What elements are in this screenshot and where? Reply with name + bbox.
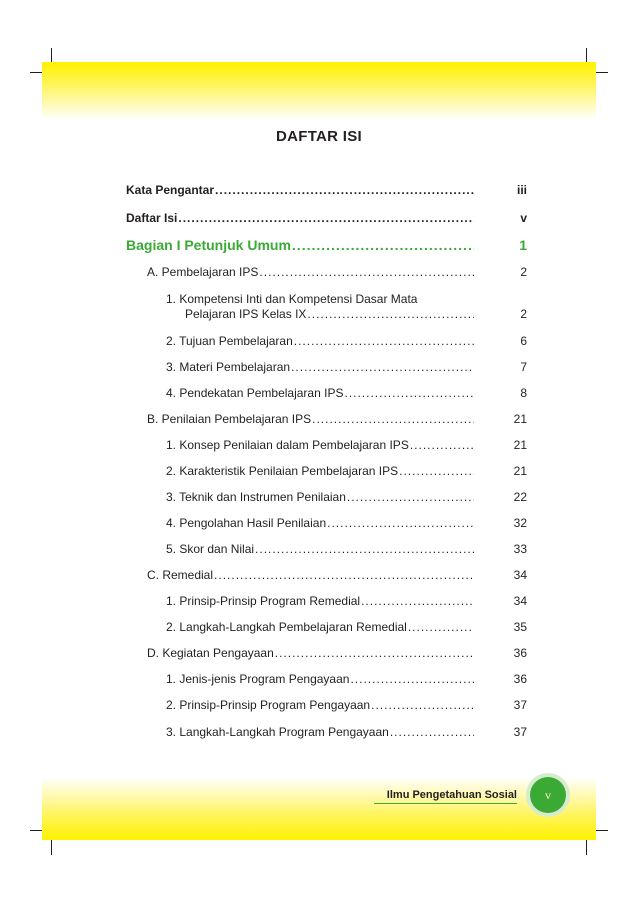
toc-entry-page: 36 (513, 646, 527, 660)
toc-entry-label: 2. Prinsip-Prinsip Program Pengayaan (166, 698, 371, 712)
leader-dots (408, 620, 474, 634)
toc-entry-page: 22 (513, 490, 527, 504)
leader-dots (390, 725, 474, 739)
leader-dots (215, 183, 474, 197)
toc-entry-a4[interactable] (166, 386, 527, 400)
leader-dots (292, 237, 474, 253)
leader-dots (361, 594, 474, 608)
toc-entry-page: 2 (520, 307, 527, 321)
footer-book-title: Ilmu Pengetahuan Sosial (386, 789, 517, 801)
leader-dots (371, 698, 474, 712)
toc-entry-page: 8 (520, 386, 527, 400)
leader-dots (291, 360, 474, 374)
toc-entry-label: B. Penilaian Pembelajaran IPS (147, 412, 312, 426)
toc-entry-label: C. Remedial (147, 568, 214, 582)
toc-entry-page: 7 (520, 360, 527, 374)
toc-entry-page: 21 (513, 464, 527, 478)
leader-dots (350, 672, 474, 686)
toc-entry-label: D. Kegiatan Pengayaan (147, 646, 274, 660)
toc-entry-page: 2 (520, 265, 527, 279)
toc-entry-label: 1. Jenis-jenis Program Pengayaan (166, 672, 350, 686)
toc-entry-line1: 1. Kompetensi Inti dan Kompetensi Dasar Mata (166, 292, 418, 306)
leader-dots (178, 211, 474, 225)
toc-entry-label: Kata Pengantar (126, 183, 215, 197)
toc-entry-page: v (520, 211, 527, 225)
toc-entry-page: 37 (513, 698, 527, 712)
toc-entry-b1[interactable] (166, 438, 527, 452)
toc-entry-page: 36 (513, 672, 527, 686)
toc-entry-label: 3. Materi Pembelajaran (166, 360, 291, 374)
toc-entry-c2[interactable] (166, 620, 527, 634)
toc-entry-a1[interactable] (185, 307, 527, 321)
toc-entry-page: 33 (513, 542, 527, 556)
toc-entry-page: 35 (513, 620, 527, 634)
toc-entry-label: A. Pembelajaran IPS (147, 265, 259, 279)
toc-entry-label: Pelajaran IPS Kelas IX (185, 307, 307, 321)
toc-entry-label: 4. Pengolahan Hasil Penilaian (166, 516, 327, 530)
toc-entry-b4[interactable] (166, 516, 527, 530)
toc-entry-b2[interactable] (166, 464, 527, 478)
leader-dots (312, 412, 474, 426)
toc-entry-label: 4. Pendekatan Pembelajaran IPS (166, 386, 344, 400)
toc-entry-page: 34 (513, 568, 527, 582)
toc-entry-label: 3. Langkah-Langkah Program Pengayaan (166, 725, 389, 739)
toc-entry-label: Daftar Isi (126, 211, 178, 225)
footer-underline (374, 803, 517, 804)
page-title: DAFTAR ISI (275, 128, 363, 145)
leader-dots (344, 386, 474, 400)
toc-entry-a2[interactable] (166, 334, 527, 348)
toc-entry-daftar-isi[interactable] (126, 211, 527, 225)
toc-entry-d1[interactable] (166, 672, 527, 686)
toc-entry-section-c[interactable] (147, 568, 527, 582)
toc-entry-page: 21 (513, 438, 527, 452)
page-number-badge: v (530, 777, 566, 813)
leader-dots (255, 542, 474, 556)
toc-entry-page: iii (516, 183, 527, 197)
toc-entry-label: Bagian I Petunjuk Umum (126, 237, 291, 253)
toc-entry-page: 6 (520, 334, 527, 348)
toc-entry-a3[interactable] (166, 360, 527, 374)
toc-entry-section-a[interactable] (147, 265, 527, 279)
toc-entry-kata-pengantar[interactable] (126, 183, 527, 197)
toc-entry-bagian-1[interactable] (126, 237, 527, 253)
leader-dots (399, 464, 474, 478)
leader-dots (259, 265, 474, 279)
leader-dots (410, 438, 474, 452)
leader-dots (214, 568, 474, 582)
leader-dots (294, 334, 474, 348)
toc-entry-label: 2. Langkah-Langkah Pembelajaran Remedial (166, 620, 407, 634)
leader-dots (327, 516, 474, 530)
toc-entry-label: 2. Karakteristik Penilaian Pembelajaran IPS (166, 464, 399, 478)
toc-entry-page: 1 (519, 237, 527, 253)
toc-entry-page: 21 (513, 412, 527, 426)
toc-entry-page: 37 (513, 725, 527, 739)
leader-dots (275, 646, 474, 660)
leader-dots (347, 490, 474, 504)
leader-dots (307, 307, 474, 321)
toc-entry-section-d[interactable] (147, 646, 527, 660)
toc-entry-label: 3. Teknik dan Instrumen Penilaian (166, 490, 346, 504)
toc-entry-section-b[interactable] (147, 412, 527, 426)
toc-entry-label: 1. Prinsip-Prinsip Program Remedial (166, 594, 361, 608)
toc-entry-d3[interactable] (166, 725, 527, 739)
toc-entry-page: 34 (513, 594, 527, 608)
toc-entry-b3[interactable] (166, 490, 527, 504)
toc-entry-label: 2. Tujuan Pembelajaran (166, 334, 293, 348)
toc-entry-b5[interactable] (166, 542, 527, 556)
toc-entry-label: 1. Konsep Penilaian dalam Pembelajaran IPS (166, 438, 409, 452)
toc-entry-d2[interactable] (166, 698, 527, 712)
toc-entry-label: 5. Skor dan Nilai (166, 542, 255, 556)
toc-entry-page: 32 (513, 516, 527, 530)
toc-entry-c1[interactable] (166, 594, 527, 608)
